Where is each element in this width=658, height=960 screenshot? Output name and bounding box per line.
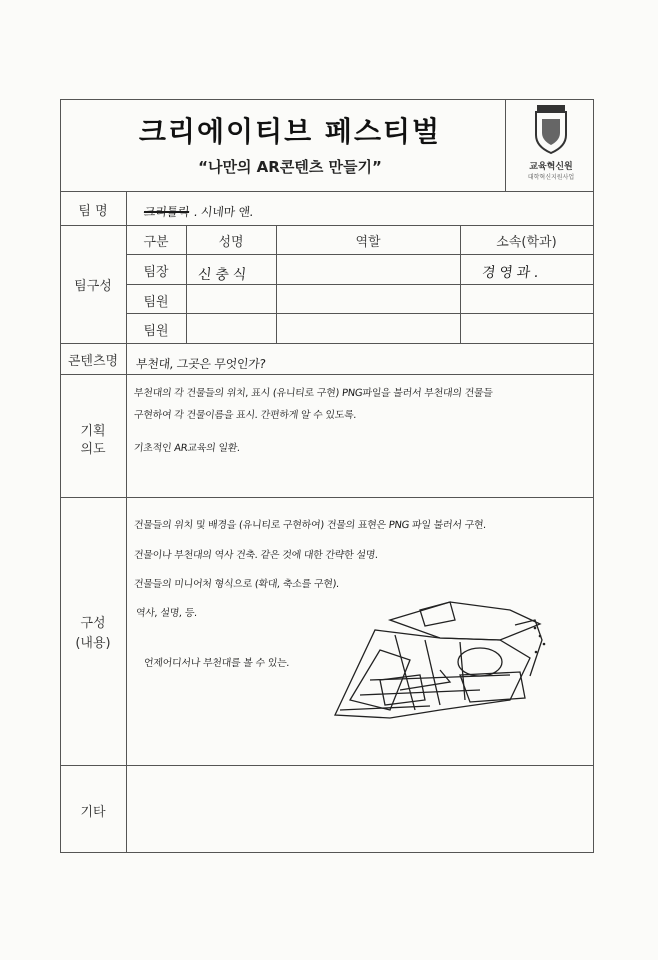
composition-line-3: 건물들의 미니어처 형식으로 (확대, 축소를 구현). [133, 579, 340, 590]
page-subtitle: “나만의 AR콘텐츠 만들기” [198, 158, 382, 176]
leader-name: 신 충 식 [197, 267, 247, 283]
member-label-2: 팀원 [143, 324, 169, 339]
logo [518, 103, 584, 183]
composition-label-2: (내용) [75, 636, 111, 651]
leader-label: 팀장 [143, 265, 169, 280]
planning-intent-label-1: 기획 [80, 424, 106, 439]
affiliation-header: 소속(학과) [496, 235, 557, 250]
name-header: 성명 [218, 235, 244, 250]
division-header: 구분 [143, 235, 169, 250]
intent-line-1: 부천대의 각 건물들의 위치, 표시 (유니티로 구현) PNG파일을 불러서 부천대의 건물들 [133, 388, 494, 399]
intent-line-3: 기초적인 AR교육의 일환. [133, 443, 241, 454]
etc-label: 기타 [80, 805, 106, 820]
leader-dept: 경 영 과 . [481, 265, 540, 281]
team-composition-label: 팀구성 [74, 279, 112, 294]
content-name-label: 콘텐츠명 [67, 354, 119, 369]
planning-intent-label-2: 의도 [80, 442, 106, 457]
logo-text: 교육혁신원 [529, 162, 573, 172]
logo-subtext: 대학혁신지원사업 [527, 174, 575, 181]
team-name-value: . 시네마 앤. [193, 205, 254, 219]
shield-logo-icon [518, 103, 584, 155]
composition-line-1: 건물들의 위치 및 배경을 (유니티로 구현하여) 건물의 표현은 PNG 파일 불러서 구현. [133, 520, 487, 531]
composition-line-2: 건물이나 부천대의 역사 건축. 같은 것에 대한 간략한 설명. [133, 550, 379, 561]
composition-label-1: 구성 [80, 616, 106, 631]
intent-line-2: 구현하여 각 건물이름을 표시. 간편하게 알 수 있도록. [133, 410, 357, 421]
team-name-struck: 크리틀릭 [143, 205, 190, 219]
member-label-1: 팀원 [143, 295, 169, 310]
composition-line-4: 역사, 설명, 등. [135, 608, 198, 619]
content-name-value: 부천대, 그곳은 무엇인가? [135, 357, 267, 371]
role-header: 역할 [355, 235, 381, 250]
team-name-label: 팀 명 [78, 204, 108, 219]
page-title: 크리에이티브 페스티벌 [138, 115, 442, 148]
building-sketch [330, 580, 560, 725]
composition-line-5: 언제어디서나 부천대를 볼 수 있는. [143, 658, 290, 669]
